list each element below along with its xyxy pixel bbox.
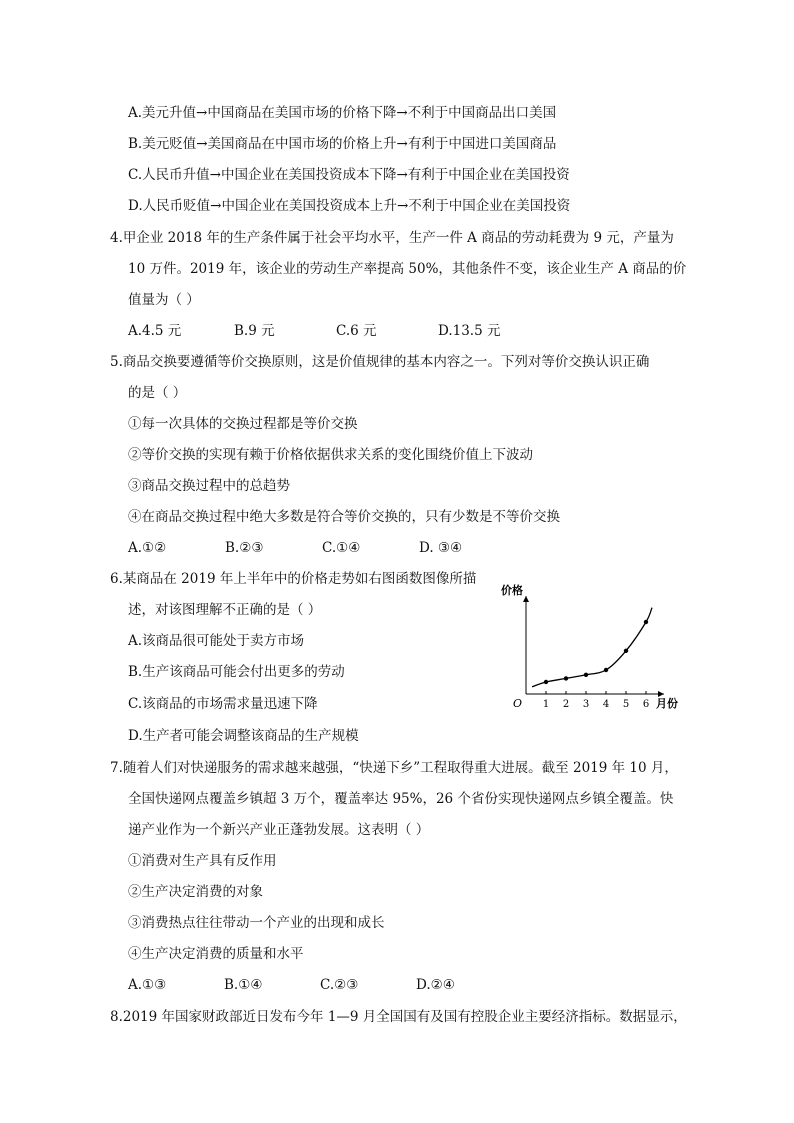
q4-option-b: B.9 元 (234, 323, 275, 339)
q4-option-a: A.4.5 元 (128, 323, 182, 339)
price-trend-chart (498, 584, 688, 720)
x-axis-label: 月份 (656, 697, 678, 710)
y-axis-label: 价格 (501, 584, 523, 597)
q6-option-b: B.生产该商品可能会付出更多的劳动 (128, 664, 345, 680)
q6-option-c: C.该商品的市场需求量迅速下降 (128, 696, 318, 712)
x-tick-label-3: 3 (582, 699, 590, 710)
q5-item-3: ③商品交换过程中的总趋势 (128, 478, 290, 494)
y-axis-arrow (523, 596, 529, 602)
q8-stem-line-1: 8.2019 年国家财政部近日发布今年 1—9 月全国国有及国有控股企业主要经济指标。数据显示， (110, 1009, 687, 1025)
q5-item-2: ②等价交换的实现有赖于价格依据供求关系的变化围绕价值上下波动 (128, 447, 533, 463)
q7-item-3: ③消费热点往往带动一个产业的出现和成长 (128, 915, 385, 931)
q4-stem-line-3: 值量为（ ） (128, 292, 200, 308)
q7-item-2: ②生产决定消费的对象 (128, 884, 263, 900)
chart-labels (501, 583, 678, 710)
q6-option-d: D.生产者可能会调整该商品的生产规模 (128, 728, 359, 744)
q5-stem-line-2: 的是（ ） (128, 385, 187, 401)
chart-series (532, 608, 652, 687)
q7-option-a: A.①③ (128, 977, 167, 993)
q5-options (128, 538, 462, 558)
data-point-4 (604, 668, 608, 672)
q3-option-c: C.人民币升值→中国企业在美国投资成本下降→有利于中国企业在美国投资 (128, 167, 570, 183)
x-tick-label-5: 5 (622, 699, 630, 710)
q4-options (128, 321, 500, 341)
x-tick-label-4: 4 (602, 699, 610, 710)
q3-option-a: A.美元升值→中国商品在美国市场的价格下降→不利于中国商品出口美国 (128, 105, 557, 121)
q5-option-b: B.②③ (225, 540, 264, 556)
origin-label: O (512, 697, 522, 710)
data-point-1 (544, 680, 548, 684)
q5-stem-line-1: 5.商品交换要遵循等价交换原则，这是价值规律的基本内容之一。下列对等价交换认识正确 (110, 354, 650, 370)
price-curve (532, 608, 652, 687)
q7-stem-line-1: 7.随着人们对快递服务的需求越来越强，“快递下乡”工程取得重大进展。截至 2019 年 10 月， (110, 760, 678, 776)
q5-item-1: ①每一次具体的交换过程都是等价交换 (128, 416, 358, 432)
q7-option-c: C.②③ (320, 977, 359, 993)
q7-option-d: D.②④ (416, 977, 455, 993)
q6-option-a: A.该商品很可能处于卖方市场 (128, 633, 305, 649)
q7-stem-line-2: 全国快递网点覆盖乡镇超 3 万个，覆盖率达 95%，26 个省份实现快递网点乡镇全覆盖。快 (128, 791, 674, 807)
x-tick-label-6: 6 (642, 699, 650, 710)
q4-option-d: D.13.5 元 (438, 323, 501, 339)
q6-stem-line-2: 述，对该图理解不正确的是（ ） (128, 602, 322, 618)
q3-option-b: B.美元贬值→美国商品在中国市场的价格上升→有利于中国进口美国商品 (128, 136, 557, 152)
data-point-2 (564, 676, 568, 680)
q5-item-4: ④在商品交换过程中绝大多数是符合等价交换的，只有少数是不等价交换 (128, 509, 560, 525)
q7-stem-line-3: 递产业作为一个新兴产业正蓬勃发展。这表明（ ） (128, 822, 430, 838)
x-tick-label-2: 2 (562, 699, 570, 710)
q5-option-d: D. ③④ (419, 540, 463, 556)
data-point-5 (624, 649, 628, 653)
q5-option-c: C.①④ (322, 540, 361, 556)
data-point-6 (644, 620, 648, 624)
data-point-3 (584, 673, 588, 677)
x-tick-label-1: 1 (542, 699, 550, 710)
q4-stem-line-1: 4.甲企业 2018 年的生产条件属于社会平均水平，生产一件 A 商品的劳动耗费为 9 元，产量为 (110, 230, 674, 246)
q3-option-d: D.人民币贬值→中国企业在美国投资成本上升→不利于中国企业在美国投资 (128, 198, 571, 214)
q7-item-1: ①消费对生产具有反作用 (128, 853, 277, 869)
q7-item-4: ④生产决定消费的质量和水平 (128, 946, 304, 962)
q4-option-c: C.6 元 (336, 323, 377, 339)
q7-option-b: B.①④ (224, 977, 263, 993)
q7-options (128, 975, 455, 995)
q4-stem-line-2: 10 万件。2019 年，该企业的劳动生产率提高 50%，其他条件不变，该企业生产 A 商品的价 (128, 261, 687, 277)
q5-option-a: A.①② (128, 540, 167, 556)
q6-stem-line-1: 6.某商品在 2019 年上半年中的价格走势如右图函数图像所描 (110, 571, 477, 587)
